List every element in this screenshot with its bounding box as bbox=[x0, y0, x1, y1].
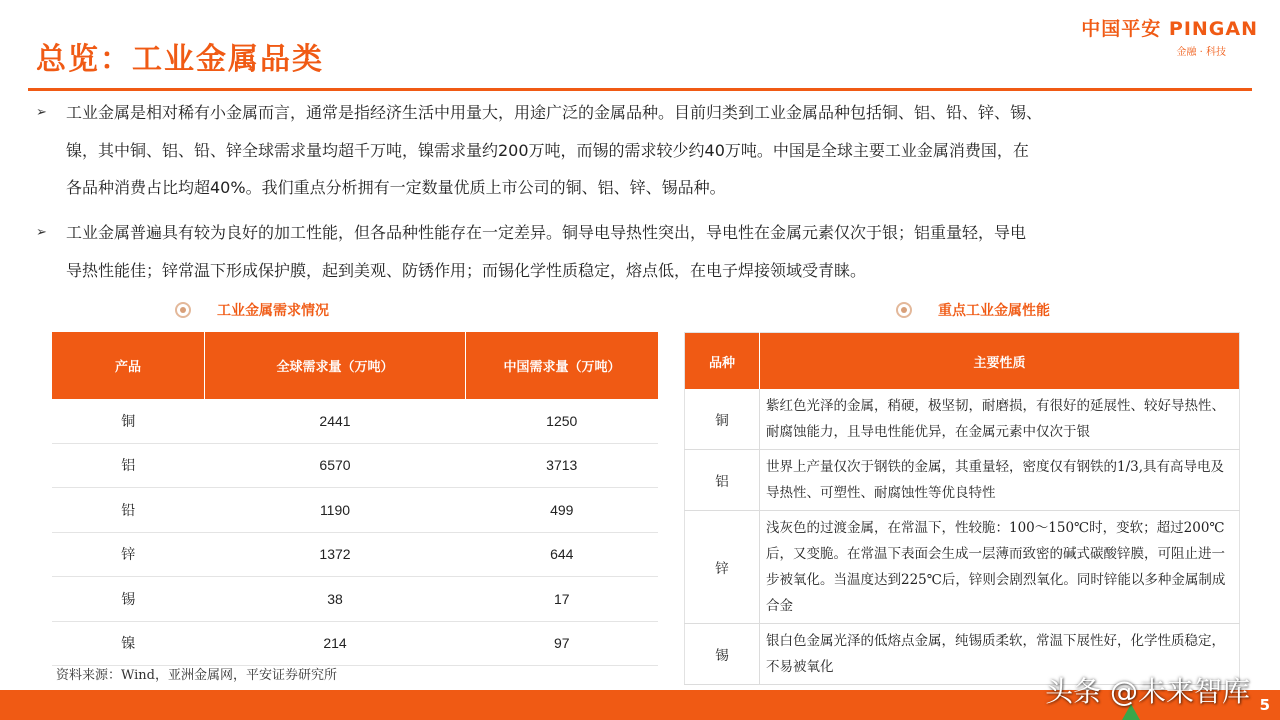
column-header: 主要性质 bbox=[760, 333, 1240, 390]
property-table bbox=[684, 332, 1240, 685]
table-row bbox=[52, 488, 658, 533]
table-cell: 644 bbox=[466, 532, 659, 577]
metal-name-cell: 铜 bbox=[685, 389, 760, 450]
table-cell: 铝 bbox=[52, 443, 205, 488]
table-cell: 铜 bbox=[52, 399, 205, 443]
table-cell: 97 bbox=[466, 621, 659, 666]
target-circle-icon bbox=[896, 302, 912, 318]
column-header: 品种 bbox=[685, 333, 760, 390]
table-cell: 6570 bbox=[205, 443, 466, 488]
table-cell: 锡 bbox=[52, 577, 205, 622]
demand-table-heading-text: 工业金属需求情况 bbox=[217, 303, 329, 319]
table-cell: 499 bbox=[466, 488, 659, 533]
property-cell: 世界上产量仅次于钢铁的金属，其重量轻，密度仅有钢铁的1/3,具有高导电及导热性、可塑性、耐腐蚀性等优良特性 bbox=[760, 450, 1240, 511]
table-row bbox=[52, 532, 658, 577]
property-cell: 浅灰色的过渡金属，在常温下，性较脆：100～150℃时，变软；超过200℃后，又变脆。在常温下表面会生成一层薄而致密的碱式碳酸锌膜，可阻止进一步被氧化。当温度达到225℃后，锌则会剧烈氧化。同时锌能以多种金属制成合金 bbox=[760, 511, 1240, 624]
property-cell: 银白色金属光泽的低熔点金属，纯锡质柔软，常温下展性好，化学性质稳定，不易被氧化 bbox=[760, 624, 1240, 685]
bullet-line: 导热性能佳；锌常温下形成保护膜，起到美观、防锈作用；而锡化学性质稳定，熔点低，在电子焊接领域受青睐。 bbox=[66, 260, 867, 280]
logo-tagline: 金融 · 科技 bbox=[1176, 47, 1226, 58]
watermark: 头条 @未来智库 bbox=[1045, 675, 1250, 708]
table-row bbox=[685, 511, 1240, 624]
bullet-paragraph-2 bbox=[36, 214, 1206, 289]
table-cell: 1250 bbox=[466, 399, 659, 443]
column-header: 产品 bbox=[52, 332, 205, 399]
page-title: 总览：工业金属品类 bbox=[36, 42, 324, 77]
metal-name-cell: 锌 bbox=[685, 511, 760, 624]
property-table-heading-text: 重点工业金属性能 bbox=[938, 303, 1050, 319]
table-cell: 1190 bbox=[205, 488, 466, 533]
metal-name-cell: 锡 bbox=[685, 624, 760, 685]
bullet-line: 工业金属是相对稀有小金属而言，通常是指经济生活中用量大，用途广泛的金属品种。目前归类到工业金属品种包括铜、铝、铅、锌、锡、 bbox=[66, 103, 1043, 122]
table-header-row bbox=[52, 332, 658, 399]
table-row bbox=[52, 577, 658, 622]
column-header: 中国需求量（万吨） bbox=[466, 332, 659, 399]
table-row bbox=[52, 399, 658, 443]
table-cell: 锌 bbox=[52, 532, 205, 577]
source-note: 资料来源：Wind，亚洲金属网，平安证券研究所 bbox=[56, 668, 337, 683]
table-cell: 镍 bbox=[52, 621, 205, 666]
table-cell: 3713 bbox=[466, 443, 659, 488]
metal-name-cell: 铝 bbox=[685, 450, 760, 511]
table-cell: 2441 bbox=[205, 399, 466, 443]
table-cell: 1372 bbox=[205, 532, 466, 577]
table-row bbox=[52, 621, 658, 666]
table-cell: 38 bbox=[205, 577, 466, 622]
table-cell: 214 bbox=[205, 621, 466, 666]
table-row bbox=[685, 389, 1240, 450]
bullet-line: 工业金属普遍具有较为良好的加工性能，但各品种性能存在一定差异。铜导电导热性突出，导电性在金属元素仅次于银；铝重量轻，导电 bbox=[66, 223, 1027, 242]
property-cell: 紫红色光泽的金属，稍硬，极坚韧，耐磨损，有很好的延展性、较好导热性、耐腐蚀能力，且导电性能优异，在金属元素中仅次于银 bbox=[760, 389, 1240, 450]
property-table-heading bbox=[896, 300, 1050, 320]
pingan-logo bbox=[1081, 14, 1258, 58]
title-divider bbox=[28, 88, 1252, 91]
column-header: 全球需求量（万吨） bbox=[205, 332, 466, 399]
bullet-line: 各品种消费占比均超40%。我们重点分析拥有一定数量优质上市公司的铜、铝、锌、锡品种。 bbox=[66, 178, 726, 197]
table-row bbox=[52, 443, 658, 488]
demand-table bbox=[52, 332, 658, 666]
bullet-arrow-icon: ➢ bbox=[36, 225, 47, 240]
table-cell: 17 bbox=[466, 577, 659, 622]
bullet-line: 镍，其中铜、铝、铅、锌全球需求量均超千万吨，镍需求量约200万吨，而锡的需求较少约40万吨。中国是全球主要工业金属消费国，在 bbox=[66, 140, 1029, 160]
logo-wordmark: 中国平安 PINGAN bbox=[1081, 18, 1258, 40]
table-row bbox=[685, 450, 1240, 511]
table-header-row bbox=[685, 333, 1240, 390]
demand-table-heading bbox=[175, 300, 329, 320]
page-number: 5 bbox=[1259, 696, 1270, 714]
table-cell: 铅 bbox=[52, 488, 205, 533]
target-circle-icon bbox=[175, 302, 191, 318]
bullet-arrow-icon: ➢ bbox=[36, 105, 47, 120]
bullet-paragraph-1 bbox=[36, 94, 1206, 207]
